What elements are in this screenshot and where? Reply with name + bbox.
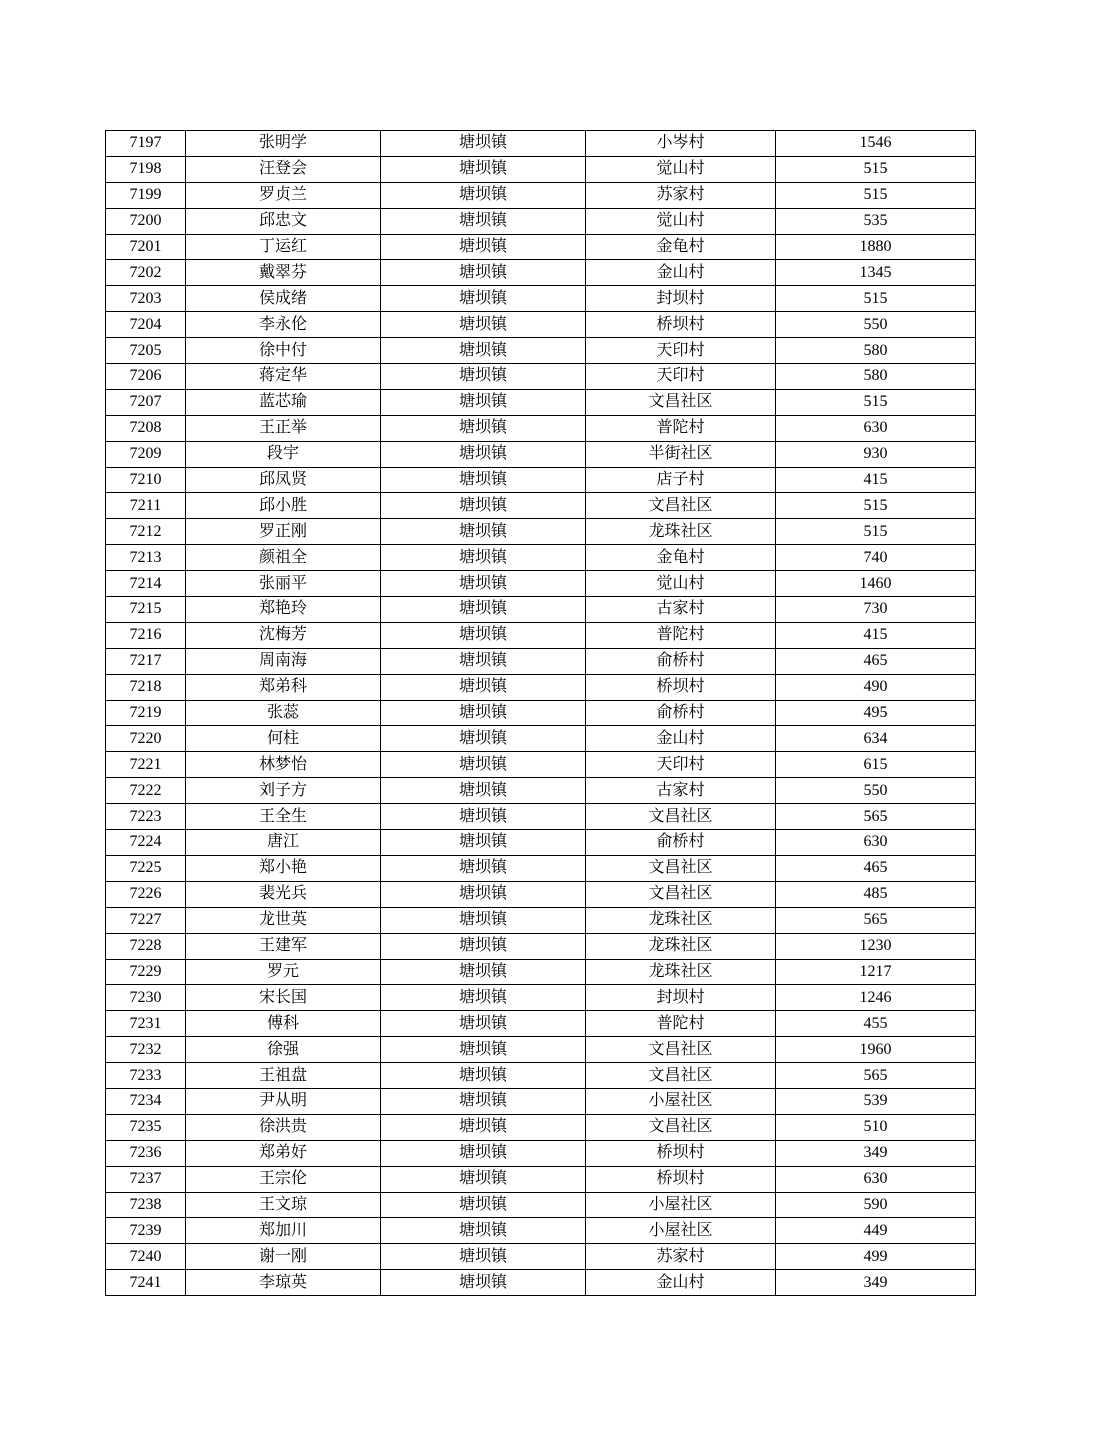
table-cell-village: 文昌社区 xyxy=(586,493,776,519)
table-cell-name: 谢一刚 xyxy=(186,1244,381,1270)
table-cell-id: 7219 xyxy=(106,700,186,726)
table-cell-name: 蒋定华 xyxy=(186,364,381,390)
table-row xyxy=(106,622,976,648)
table-cell-id: 7241 xyxy=(106,1270,186,1296)
table-cell-amount: 630 xyxy=(776,830,976,856)
table-cell-id: 7231 xyxy=(106,1011,186,1037)
table-cell-village: 金龟村 xyxy=(586,545,776,571)
table-cell-name: 沈梅芳 xyxy=(186,622,381,648)
table-row xyxy=(106,493,976,519)
table-cell-name: 王正举 xyxy=(186,415,381,441)
table-cell-id: 7212 xyxy=(106,519,186,545)
table-row xyxy=(106,156,976,182)
table-cell-name: 李琼英 xyxy=(186,1270,381,1296)
table-cell-id: 7229 xyxy=(106,959,186,985)
table-cell-town: 塘坝镇 xyxy=(381,286,586,312)
table-cell-village: 文昌社区 xyxy=(586,804,776,830)
table-cell-village: 封坝村 xyxy=(586,286,776,312)
table-body xyxy=(106,131,976,1296)
table-cell-town: 塘坝镇 xyxy=(381,1140,586,1166)
table-cell-town: 塘坝镇 xyxy=(381,1037,586,1063)
table-cell-town: 塘坝镇 xyxy=(381,519,586,545)
table-cell-id: 7240 xyxy=(106,1244,186,1270)
table-cell-village: 桥坝村 xyxy=(586,1166,776,1192)
table-row xyxy=(106,182,976,208)
table-row xyxy=(106,1192,976,1218)
table-cell-village: 桥坝村 xyxy=(586,1140,776,1166)
table-cell-village: 小屋社区 xyxy=(586,1218,776,1244)
table-row xyxy=(106,985,976,1011)
table-cell-amount: 1960 xyxy=(776,1037,976,1063)
table-cell-amount: 565 xyxy=(776,907,976,933)
table-cell-name: 罗贞兰 xyxy=(186,182,381,208)
table-row xyxy=(106,752,976,778)
table-cell-id: 7216 xyxy=(106,622,186,648)
table-cell-amount: 455 xyxy=(776,1011,976,1037)
table-cell-town: 塘坝镇 xyxy=(381,1011,586,1037)
table-row xyxy=(106,234,976,260)
table-cell-id: 7224 xyxy=(106,830,186,856)
table-cell-name: 徐强 xyxy=(186,1037,381,1063)
table-row xyxy=(106,1166,976,1192)
table-cell-id: 7215 xyxy=(106,597,186,623)
table-cell-village: 龙珠社区 xyxy=(586,907,776,933)
table-cell-amount: 740 xyxy=(776,545,976,571)
table-row xyxy=(106,260,976,286)
table-cell-amount: 550 xyxy=(776,312,976,338)
table-cell-town: 塘坝镇 xyxy=(381,830,586,856)
table-cell-village: 半街社区 xyxy=(586,441,776,467)
table-cell-amount: 495 xyxy=(776,700,976,726)
table-row xyxy=(106,855,976,881)
table-cell-id: 7217 xyxy=(106,648,186,674)
table-cell-name: 郑小艳 xyxy=(186,855,381,881)
table-cell-town: 塘坝镇 xyxy=(381,1063,586,1089)
table-cell-amount: 634 xyxy=(776,726,976,752)
table-cell-village: 文昌社区 xyxy=(586,855,776,881)
table-cell-town: 塘坝镇 xyxy=(381,907,586,933)
table-cell-town: 塘坝镇 xyxy=(381,1218,586,1244)
table-cell-village: 龙珠社区 xyxy=(586,959,776,985)
table-cell-name: 蓝芯瑜 xyxy=(186,389,381,415)
table-row xyxy=(106,415,976,441)
table-cell-amount: 580 xyxy=(776,364,976,390)
table-row xyxy=(106,1088,976,1114)
table-cell-town: 塘坝镇 xyxy=(381,597,586,623)
table-cell-amount: 449 xyxy=(776,1218,976,1244)
table-row xyxy=(106,907,976,933)
table-cell-id: 7225 xyxy=(106,855,186,881)
table-cell-name: 王宗伦 xyxy=(186,1166,381,1192)
table-cell-town: 塘坝镇 xyxy=(381,752,586,778)
table-row xyxy=(106,467,976,493)
table-cell-id: 7199 xyxy=(106,182,186,208)
table-cell-amount: 550 xyxy=(776,778,976,804)
table-row xyxy=(106,933,976,959)
table-row xyxy=(106,726,976,752)
table-cell-id: 7237 xyxy=(106,1166,186,1192)
table-row xyxy=(106,1140,976,1166)
table-cell-town: 塘坝镇 xyxy=(381,700,586,726)
table-cell-amount: 485 xyxy=(776,881,976,907)
table-cell-name: 尹从明 xyxy=(186,1088,381,1114)
table-cell-village: 金龟村 xyxy=(586,234,776,260)
table-cell-amount: 1345 xyxy=(776,260,976,286)
table-cell-village: 金山村 xyxy=(586,1270,776,1296)
table-cell-id: 7204 xyxy=(106,312,186,338)
table-cell-name: 罗元 xyxy=(186,959,381,985)
table-cell-name: 郑加川 xyxy=(186,1218,381,1244)
table-row xyxy=(106,597,976,623)
table-cell-town: 塘坝镇 xyxy=(381,674,586,700)
table-cell-town: 塘坝镇 xyxy=(381,389,586,415)
table-cell-amount: 349 xyxy=(776,1140,976,1166)
table-cell-village: 小岑村 xyxy=(586,131,776,157)
table-cell-id: 7209 xyxy=(106,441,186,467)
table-cell-village: 金山村 xyxy=(586,726,776,752)
table-cell-name: 徐中付 xyxy=(186,338,381,364)
table-cell-id: 7236 xyxy=(106,1140,186,1166)
table-cell-village: 龙珠社区 xyxy=(586,933,776,959)
table-cell-village: 俞桥村 xyxy=(586,648,776,674)
table-cell-amount: 515 xyxy=(776,493,976,519)
table-cell-village: 天印村 xyxy=(586,338,776,364)
table-cell-town: 塘坝镇 xyxy=(381,1166,586,1192)
table-cell-id: 7226 xyxy=(106,881,186,907)
table-cell-id: 7227 xyxy=(106,907,186,933)
table-cell-village: 文昌社区 xyxy=(586,1037,776,1063)
table-cell-town: 塘坝镇 xyxy=(381,338,586,364)
table-cell-town: 塘坝镇 xyxy=(381,1244,586,1270)
table-row xyxy=(106,519,976,545)
table-cell-name: 郑艳玲 xyxy=(186,597,381,623)
table-cell-name: 戴翠芬 xyxy=(186,260,381,286)
table-cell-id: 7220 xyxy=(106,726,186,752)
table-row xyxy=(106,1270,976,1296)
table-cell-town: 塘坝镇 xyxy=(381,493,586,519)
table-cell-village: 普陀村 xyxy=(586,622,776,648)
table-cell-town: 塘坝镇 xyxy=(381,855,586,881)
table-cell-amount: 1546 xyxy=(776,131,976,157)
table-cell-village: 文昌社区 xyxy=(586,389,776,415)
table-cell-name: 王建军 xyxy=(186,933,381,959)
table-cell-amount: 580 xyxy=(776,338,976,364)
table-cell-id: 7234 xyxy=(106,1088,186,1114)
table-cell-amount: 510 xyxy=(776,1114,976,1140)
table-cell-id: 7197 xyxy=(106,131,186,157)
table-row xyxy=(106,1011,976,1037)
table-cell-town: 塘坝镇 xyxy=(381,571,586,597)
table-cell-name: 郑弟好 xyxy=(186,1140,381,1166)
table-cell-name: 丁运红 xyxy=(186,234,381,260)
table-cell-id: 7198 xyxy=(106,156,186,182)
table-cell-town: 塘坝镇 xyxy=(381,208,586,234)
table-cell-id: 7207 xyxy=(106,389,186,415)
table-cell-village: 普陀村 xyxy=(586,415,776,441)
table-cell-village: 小屋社区 xyxy=(586,1192,776,1218)
table-cell-town: 塘坝镇 xyxy=(381,726,586,752)
table-row xyxy=(106,131,976,157)
table-cell-town: 塘坝镇 xyxy=(381,545,586,571)
table-cell-village: 觉山村 xyxy=(586,156,776,182)
table-cell-name: 唐江 xyxy=(186,830,381,856)
table-cell-name: 刘子方 xyxy=(186,778,381,804)
table-cell-village: 封坝村 xyxy=(586,985,776,1011)
table-cell-village: 古家村 xyxy=(586,597,776,623)
table-cell-village: 俞桥村 xyxy=(586,700,776,726)
table-row xyxy=(106,545,976,571)
table-cell-amount: 515 xyxy=(776,519,976,545)
table-cell-town: 塘坝镇 xyxy=(381,985,586,1011)
table-row xyxy=(106,338,976,364)
table-cell-id: 7230 xyxy=(106,985,186,1011)
table-cell-village: 苏家村 xyxy=(586,182,776,208)
table-cell-amount: 415 xyxy=(776,467,976,493)
table-cell-name: 张蕊 xyxy=(186,700,381,726)
table-cell-village: 龙珠社区 xyxy=(586,519,776,545)
table-row xyxy=(106,700,976,726)
table-row xyxy=(106,571,976,597)
table-cell-town: 塘坝镇 xyxy=(381,1088,586,1114)
table-cell-name: 颜祖全 xyxy=(186,545,381,571)
table-cell-id: 7213 xyxy=(106,545,186,571)
table-cell-amount: 499 xyxy=(776,1244,976,1270)
table-cell-amount: 465 xyxy=(776,855,976,881)
table-cell-id: 7235 xyxy=(106,1114,186,1140)
table-cell-village: 天印村 xyxy=(586,752,776,778)
table-cell-id: 7210 xyxy=(106,467,186,493)
table-cell-id: 7206 xyxy=(106,364,186,390)
table-cell-amount: 535 xyxy=(776,208,976,234)
table-cell-amount: 465 xyxy=(776,648,976,674)
table-cell-name: 汪登会 xyxy=(186,156,381,182)
table-cell-name: 王文琼 xyxy=(186,1192,381,1218)
table-cell-id: 7205 xyxy=(106,338,186,364)
table-cell-id: 7214 xyxy=(106,571,186,597)
table-row xyxy=(106,804,976,830)
table-cell-town: 塘坝镇 xyxy=(381,1114,586,1140)
table-cell-name: 宋长国 xyxy=(186,985,381,1011)
table-cell-name: 张明学 xyxy=(186,131,381,157)
table-row xyxy=(106,1114,976,1140)
table-cell-id: 7218 xyxy=(106,674,186,700)
table-row xyxy=(106,1037,976,1063)
table-cell-village: 俞桥村 xyxy=(586,830,776,856)
table-cell-town: 塘坝镇 xyxy=(381,131,586,157)
table-row xyxy=(106,441,976,467)
table-cell-id: 7202 xyxy=(106,260,186,286)
table-cell-town: 塘坝镇 xyxy=(381,1270,586,1296)
table-cell-name: 邱凤贤 xyxy=(186,467,381,493)
table-cell-amount: 515 xyxy=(776,389,976,415)
table-cell-id: 7211 xyxy=(106,493,186,519)
table-cell-name: 林梦怡 xyxy=(186,752,381,778)
table-cell-village: 古家村 xyxy=(586,778,776,804)
table-cell-amount: 630 xyxy=(776,1166,976,1192)
table-cell-town: 塘坝镇 xyxy=(381,804,586,830)
table-row xyxy=(106,208,976,234)
table-cell-name: 裴光兵 xyxy=(186,881,381,907)
table-cell-amount: 590 xyxy=(776,1192,976,1218)
table-cell-id: 7200 xyxy=(106,208,186,234)
table-row xyxy=(106,959,976,985)
table-cell-town: 塘坝镇 xyxy=(381,881,586,907)
table-cell-id: 7232 xyxy=(106,1037,186,1063)
table-cell-id: 7222 xyxy=(106,778,186,804)
table-cell-amount: 1880 xyxy=(776,234,976,260)
table-cell-name: 王祖盘 xyxy=(186,1063,381,1089)
table-cell-village: 苏家村 xyxy=(586,1244,776,1270)
table-cell-amount: 1230 xyxy=(776,933,976,959)
table-cell-id: 7221 xyxy=(106,752,186,778)
table-cell-village: 店子村 xyxy=(586,467,776,493)
table-cell-name: 邱小胜 xyxy=(186,493,381,519)
table-cell-name: 徐洪贵 xyxy=(186,1114,381,1140)
table-cell-town: 塘坝镇 xyxy=(381,1192,586,1218)
table-cell-amount: 515 xyxy=(776,182,976,208)
table-cell-town: 塘坝镇 xyxy=(381,933,586,959)
table-cell-town: 塘坝镇 xyxy=(381,959,586,985)
table-cell-village: 桥坝村 xyxy=(586,674,776,700)
table-cell-id: 7233 xyxy=(106,1063,186,1089)
table-cell-name: 张丽平 xyxy=(186,571,381,597)
table-cell-name: 王全生 xyxy=(186,804,381,830)
table-cell-town: 塘坝镇 xyxy=(381,260,586,286)
table-cell-name: 罗正刚 xyxy=(186,519,381,545)
table-cell-amount: 1460 xyxy=(776,571,976,597)
table-cell-town: 塘坝镇 xyxy=(381,467,586,493)
table-cell-amount: 349 xyxy=(776,1270,976,1296)
table-row xyxy=(106,881,976,907)
subsidy-table xyxy=(105,130,976,1296)
table-cell-name: 何柱 xyxy=(186,726,381,752)
table-cell-amount: 630 xyxy=(776,415,976,441)
table-cell-village: 文昌社区 xyxy=(586,1114,776,1140)
table-cell-town: 塘坝镇 xyxy=(381,312,586,338)
table-cell-amount: 1217 xyxy=(776,959,976,985)
table-cell-amount: 730 xyxy=(776,597,976,623)
table-row xyxy=(106,1063,976,1089)
table-cell-town: 塘坝镇 xyxy=(381,622,586,648)
table-cell-name: 段宇 xyxy=(186,441,381,467)
table-cell-town: 塘坝镇 xyxy=(381,778,586,804)
table-row xyxy=(106,830,976,856)
table-cell-name: 周南海 xyxy=(186,648,381,674)
table-row xyxy=(106,648,976,674)
table-row xyxy=(106,674,976,700)
table-row xyxy=(106,1218,976,1244)
table-cell-name: 李永伦 xyxy=(186,312,381,338)
table-cell-amount: 565 xyxy=(776,804,976,830)
table-cell-id: 7228 xyxy=(106,933,186,959)
table-cell-amount: 930 xyxy=(776,441,976,467)
table-cell-village: 天印村 xyxy=(586,364,776,390)
table-cell-id: 7201 xyxy=(106,234,186,260)
table-cell-village: 觉山村 xyxy=(586,208,776,234)
table-cell-village: 金山村 xyxy=(586,260,776,286)
table-row xyxy=(106,286,976,312)
table-cell-name: 邱忠文 xyxy=(186,208,381,234)
table-cell-village: 文昌社区 xyxy=(586,1063,776,1089)
table-row xyxy=(106,389,976,415)
table-cell-name: 侯成绪 xyxy=(186,286,381,312)
table-cell-town: 塘坝镇 xyxy=(381,441,586,467)
table-cell-id: 7239 xyxy=(106,1218,186,1244)
table-cell-village: 小屋社区 xyxy=(586,1088,776,1114)
table-cell-amount: 515 xyxy=(776,286,976,312)
table-row xyxy=(106,778,976,804)
table-cell-amount: 539 xyxy=(776,1088,976,1114)
table-cell-id: 7203 xyxy=(106,286,186,312)
table-cell-town: 塘坝镇 xyxy=(381,234,586,260)
table-row xyxy=(106,364,976,390)
table-cell-village: 文昌社区 xyxy=(586,881,776,907)
table-cell-name: 傅科 xyxy=(186,1011,381,1037)
table-cell-amount: 565 xyxy=(776,1063,976,1089)
table-cell-town: 塘坝镇 xyxy=(381,648,586,674)
table-row xyxy=(106,1244,976,1270)
table-cell-name: 龙世英 xyxy=(186,907,381,933)
table-cell-town: 塘坝镇 xyxy=(381,182,586,208)
table-cell-amount: 515 xyxy=(776,156,976,182)
table-cell-village: 桥坝村 xyxy=(586,312,776,338)
table-cell-id: 7223 xyxy=(106,804,186,830)
table-cell-name: 郑弟科 xyxy=(186,674,381,700)
table-cell-village: 普陀村 xyxy=(586,1011,776,1037)
table-cell-town: 塘坝镇 xyxy=(381,156,586,182)
table-cell-id: 7208 xyxy=(106,415,186,441)
table-cell-amount: 615 xyxy=(776,752,976,778)
table-cell-amount: 415 xyxy=(776,622,976,648)
table-cell-town: 塘坝镇 xyxy=(381,364,586,390)
table-row xyxy=(106,312,976,338)
table-cell-amount: 1246 xyxy=(776,985,976,1011)
table-cell-id: 7238 xyxy=(106,1192,186,1218)
table-cell-amount: 490 xyxy=(776,674,976,700)
table-cell-village: 觉山村 xyxy=(586,571,776,597)
table-cell-town: 塘坝镇 xyxy=(381,415,586,441)
